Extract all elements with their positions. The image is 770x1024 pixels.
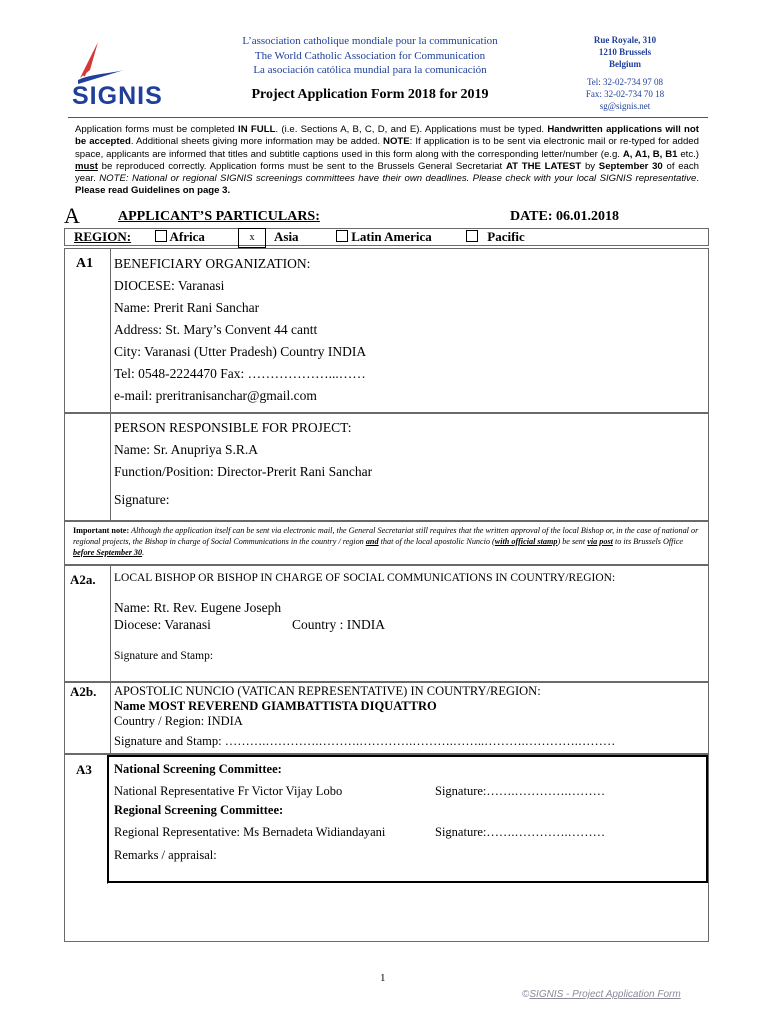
section-title: APPLICANT’S PARTICULARS: xyxy=(118,209,320,224)
note-underline: and xyxy=(365,537,379,546)
note-underline: before September 30 xyxy=(73,548,143,557)
address-city: 1210 Brussels xyxy=(598,47,652,57)
header-divider xyxy=(68,117,708,118)
note-bold: Important note: xyxy=(73,526,130,535)
region-label: REGION: xyxy=(74,229,132,244)
note-text: Although the application itself can be sent via electronic mail, the General Secretariat still requires that the written approval of the local Bishop or, in the case of national or regional projects, the Bishop in charge of Social Communications in the country / region xyxy=(73,526,699,546)
footer-copyright xyxy=(522,989,681,1000)
intro-bold: Please read Guidelines on page 3. xyxy=(75,185,231,197)
intro-text: be reproduced correctly. Application forms must be sent to the Brussels General Secretariat xyxy=(97,160,506,172)
a1-address[interactable]: Address: St. Mary’s Convent 44 cantt xyxy=(114,322,318,337)
region-option-label: Africa xyxy=(169,229,205,244)
intro-bold: September 30 xyxy=(598,160,663,172)
a3-national-signature[interactable]: Signature:…….………….……… xyxy=(435,784,606,798)
checkbox-icon[interactable] xyxy=(336,230,348,242)
intro-bold: IN FULL xyxy=(238,124,276,135)
note-underline: with official stamp xyxy=(494,537,558,546)
region-option-asia[interactable] xyxy=(274,229,299,245)
intro-bold: Handwritten applications will not be accepted xyxy=(75,124,699,148)
date-label: DATE: 06.01.2018 xyxy=(510,209,620,224)
a2b-signature[interactable]: Signature and Stamp: ……….………….……….………….……….……..……….………….……… xyxy=(114,734,616,748)
region-option-label: Pacific xyxy=(487,229,525,244)
assoc-line-es: La asociación católica mundial para la comunicación xyxy=(253,64,487,76)
intro-bold: AT THE LATEST xyxy=(505,160,582,172)
a1-tel-fax[interactable]: Tel: 0548-2224470 Fax: ………………...…… xyxy=(114,366,366,381)
person-name[interactable]: Name: Sr. Anupriya S.R.A xyxy=(114,442,258,457)
a2a-diocese[interactable]: Diocese: Varanasi xyxy=(114,617,211,632)
signis-logo xyxy=(68,40,178,110)
intro-text: : If application is to be sent via electronic mail or re-typed for added space, applicants are informed that titles and subtitle captions used in this form along with the corresponding letter/number (e.g. xyxy=(75,136,699,160)
section-letter: A xyxy=(64,203,80,228)
association-names xyxy=(220,34,520,78)
address-country: Belgium xyxy=(608,59,641,69)
intro-text: of each year. xyxy=(75,160,699,185)
person-signature[interactable]: Signature: xyxy=(114,492,170,507)
a2a-country[interactable]: Country : INDIA xyxy=(292,617,385,632)
a1-heading: BENEFICIARY ORGANIZATION: xyxy=(114,256,311,271)
note-text: that of the local apostolic Nuncio ( xyxy=(378,537,495,546)
checkbox-icon[interactable] xyxy=(466,230,478,242)
a3-regional-heading: Regional Screening Committee: xyxy=(114,803,284,817)
a1-city[interactable]: City: Varanasi (Utter Pradesh) Country INDIA xyxy=(114,344,367,359)
note-text: ) be sent xyxy=(557,537,588,546)
intro-text: Application forms must be completed xyxy=(75,124,239,135)
a3-label: A3 xyxy=(76,762,92,777)
address-street: Rue Royale, 310 xyxy=(593,35,657,45)
a2b-label: A2b. xyxy=(70,684,97,699)
contact-fax: Fax: 32-02-734 70 18 xyxy=(585,89,665,99)
a3-regional-rep[interactable]: Regional Representative: Ms Bernadeta Widiandayani xyxy=(114,825,386,839)
checkbox-icon[interactable] xyxy=(155,230,167,242)
assoc-line-en: The World Catholic Association for Communication xyxy=(254,49,486,62)
a2b-name[interactable]: Name MOST REVEREND GIAMBATTISTA DIQUATTRO xyxy=(114,699,437,713)
region-option-pacific[interactable] xyxy=(466,229,525,245)
intro-bold: A, A1, B, B1 xyxy=(622,148,678,160)
region-option-label: Latin America xyxy=(351,229,432,244)
important-note xyxy=(73,525,701,558)
intro-italic: NOTE: National or regional SIGNIS screenings committees have their own deadlines. Please check with your local SIGNIS representative xyxy=(99,173,697,185)
contact-email: sg@signis.net xyxy=(599,101,651,111)
a3-national-rep[interactable]: National Representative Fr Victor Vijay Lobo xyxy=(114,784,343,798)
copyright-icon: © xyxy=(522,989,530,1000)
form-title: Project Application Form 2018 for 2019 xyxy=(251,87,489,102)
a2b-heading: APOSTOLIC NUNCIO (VATICAN REPRESENTATIVE) IN COUNTRY/REGION: xyxy=(114,684,541,698)
a1-label: A1 xyxy=(76,256,94,271)
intro-text: . Additional sheets giving more information may be added. xyxy=(130,136,384,148)
a2b-country[interactable]: Country / Region: INDIA xyxy=(114,714,243,728)
intro-text: by xyxy=(581,160,599,172)
address-block xyxy=(565,34,685,70)
a1-diocese[interactable]: DIOCESE: Varanasi xyxy=(114,278,225,293)
a3-national-heading: National Screening Committee: xyxy=(114,762,282,776)
region-option-label: Asia xyxy=(274,229,299,244)
contact-block xyxy=(565,76,685,112)
a3-regional-signature[interactable]: Signature:…….………….……… xyxy=(435,825,606,839)
footer-text: SIGNIS - Project Application Form xyxy=(529,989,681,1000)
a2a-label: A2a. xyxy=(70,572,96,587)
person-function[interactable]: Function/Position: Director-Prerit Rani Sanchar xyxy=(114,464,373,479)
a3-remarks[interactable]: Remarks / appraisal: xyxy=(114,848,217,862)
brand-name: SIGNIS xyxy=(72,82,163,110)
note-text: . xyxy=(142,548,145,557)
a1-email[interactable]: e-mail: preritranisanchar@gmail.com xyxy=(114,388,317,403)
contact-tel: Tel: 32-02-734 97 08 xyxy=(586,77,664,87)
assoc-line-fr: L’association catholique mondiale pour la communication xyxy=(242,35,498,47)
instructions-paragraph xyxy=(75,124,699,198)
a2a-signature[interactable]: Signature and Stamp: xyxy=(114,650,214,662)
intro-underline: must xyxy=(75,160,98,172)
note-text: to its Brussels Office xyxy=(612,537,683,546)
region-option-africa[interactable] xyxy=(155,229,205,245)
intro-bold: NOTE xyxy=(383,136,410,148)
intro-text: . (i.e. Sections A, B, C, D, and E). Applications must be typed. xyxy=(275,124,548,135)
person-heading: PERSON RESPONSIBLE FOR PROJECT: xyxy=(114,420,352,435)
page-number: 1 xyxy=(380,972,386,984)
a2a-heading: LOCAL BISHOP OR BISHOP IN CHARGE OF SOCIAL COMMUNICATIONS IN COUNTRY/REGION: xyxy=(114,572,616,584)
a1-name[interactable]: Name: Prerit Rani Sanchar xyxy=(114,300,260,315)
note-underline: via post xyxy=(587,537,613,546)
a2a-name[interactable]: Name: Rt. Rev. Eugene Joseph xyxy=(114,600,282,615)
region-option-latin-america[interactable] xyxy=(336,229,432,245)
region-checked-mark[interactable]: x xyxy=(238,228,266,248)
intro-text: etc.) xyxy=(677,148,699,160)
intro-text: . xyxy=(696,173,699,185)
